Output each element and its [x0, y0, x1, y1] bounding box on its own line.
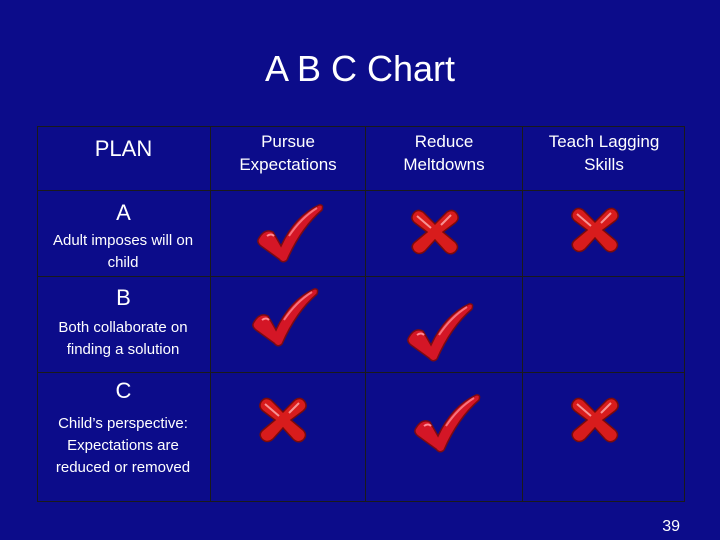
row-b-description: Both collaborate on finding a solution — [58, 319, 188, 358]
row-c-letter: C — [115, 378, 132, 403]
column-header-reduce: Reduce Meltdowns — [403, 132, 485, 174]
cross-icon — [407, 206, 463, 263]
cross-icon — [567, 394, 623, 451]
row-c-description: Child’s perspective: Expectations are reduced or removed — [55, 415, 191, 476]
row-divider — [37, 276, 685, 277]
corner-header-plan: PLAN — [94, 136, 153, 161]
abc-table — [37, 126, 685, 502]
column-header-pursue: Pursue Expectations — [239, 132, 337, 174]
check-icon — [255, 202, 327, 269]
cross-icon — [255, 394, 311, 451]
row-a-description: Adult imposes will on child — [52, 232, 194, 271]
check-icon — [412, 392, 484, 459]
row-divider — [37, 190, 685, 191]
page-number: 39 — [662, 518, 680, 535]
column-divider — [522, 126, 523, 502]
row-a-letter: A — [116, 200, 131, 225]
slide-title: A B C Chart — [264, 48, 456, 89]
column-divider — [210, 126, 211, 502]
check-icon — [405, 301, 477, 368]
cross-icon — [567, 204, 623, 261]
column-divider — [365, 126, 366, 502]
check-icon — [250, 286, 322, 353]
row-divider — [37, 372, 685, 373]
column-header-teach: Teach Lagging Skills — [548, 132, 660, 174]
row-b-letter: B — [116, 285, 131, 310]
